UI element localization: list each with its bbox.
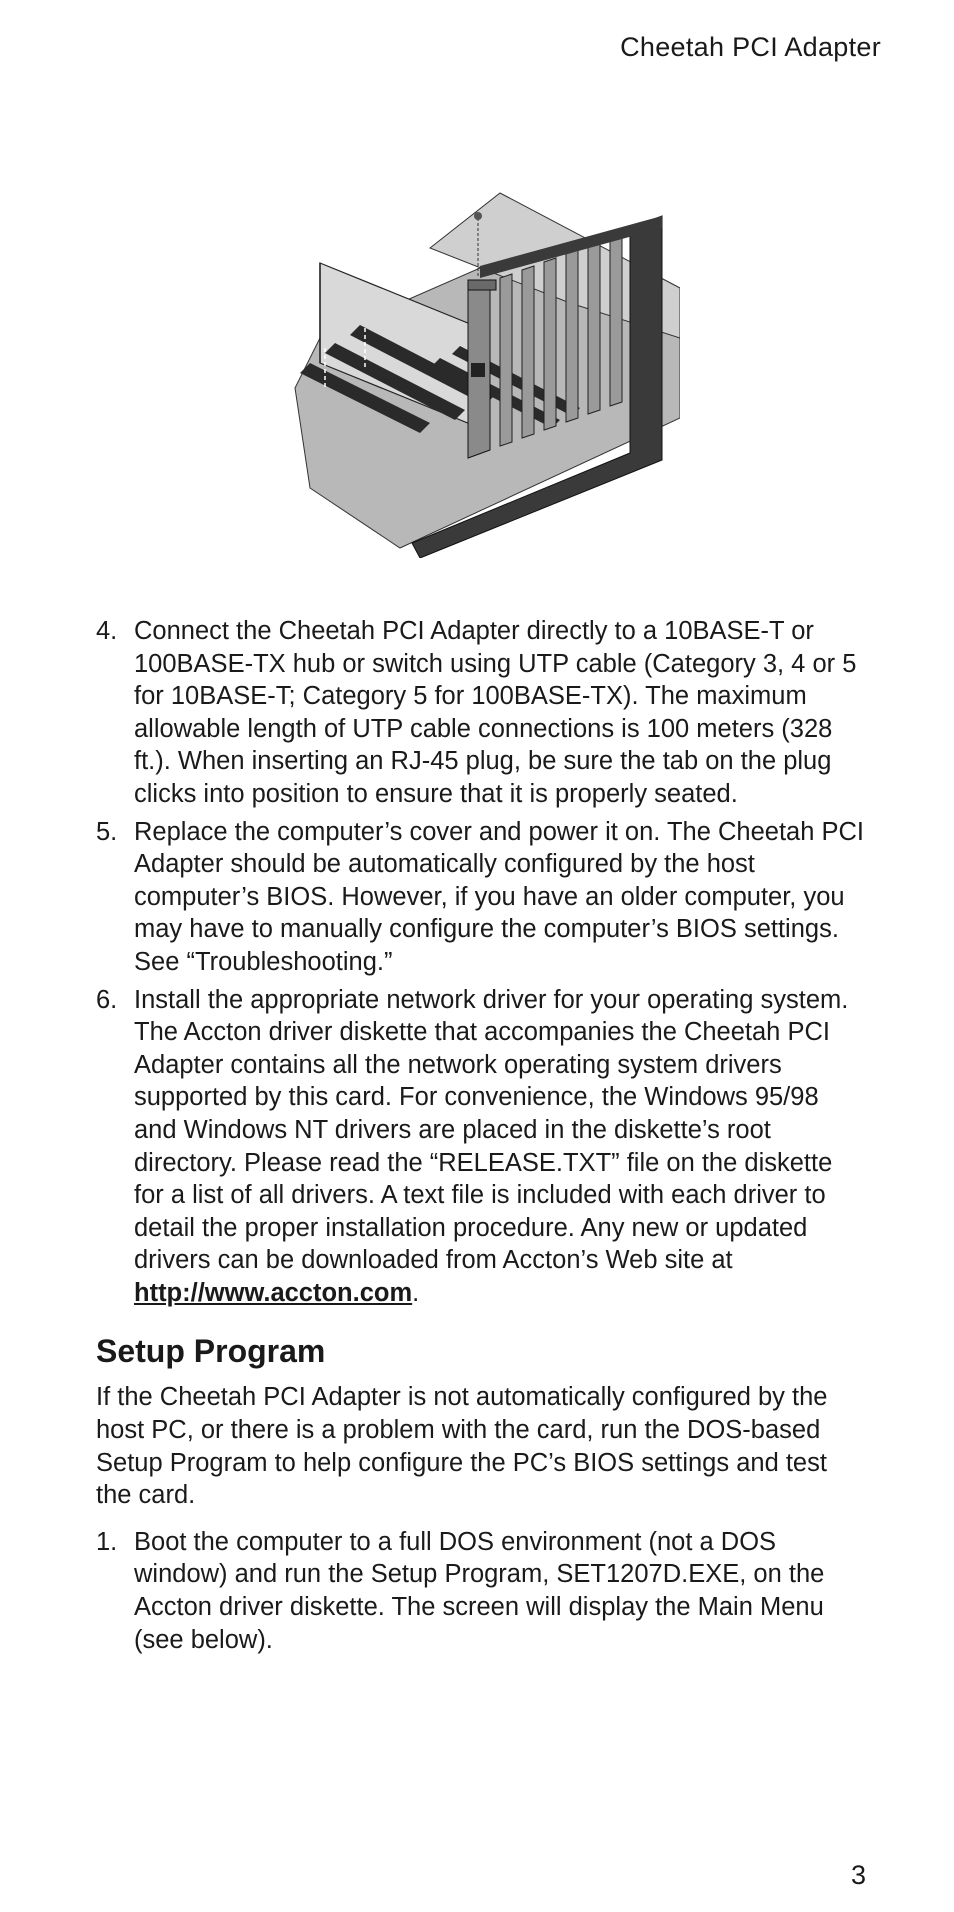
step-text-container xyxy=(134,984,866,1310)
step-text: Replace the computer’s cover and power it on. The Cheetah PCI Adapter should be automatically configured by the host computer’s BIOS. However, if you have an older computer, you may have to manually configure the computer’s BIOS settings. See “Troubleshooting.” xyxy=(134,817,864,976)
step-number: 6. xyxy=(96,985,118,1014)
list-item xyxy=(96,984,866,1310)
step-number: 1. xyxy=(96,1527,118,1556)
section-intro: If the Cheetah PCI Adapter is not automatically configured by the host PC, or there is a problem with the card, run the DOS-based Setup Program to help configure the PC’s BIOS settings and test the card. xyxy=(96,1383,828,1510)
list-item xyxy=(96,1526,866,1656)
pci-card-installation-illustration xyxy=(290,188,680,558)
step-text: Connect the Cheetah PCI Adapter directly to a 10BASE-T or 100BASE-TX hub or switch using UTP cable (Category 3, 4 or 5 for 10BASE-T; Category 5 for 100BASE-TX). The maximum allowable length of UTP cable connections is 100 meters (328 ft.). When inserting an RJ-45 plug, be sure the tab on the plug clicks into position to ensure that it is properly seated. xyxy=(134,617,857,808)
step-text: Boot the computer to a full DOS environment (not a DOS window) and run the Setup Program, SET1207D.EXE, on the Accton driver diskette. The screen will display the Main Menu (see below). xyxy=(134,1527,825,1654)
list-item xyxy=(96,816,866,979)
rj45-port xyxy=(471,363,485,377)
main-content xyxy=(96,615,866,1661)
section-heading: Setup Program xyxy=(96,1333,326,1370)
step-text: Install the appropriate network driver for your operating system. The Accton driver diskette that accompanies the Cheetah PCI Adapter contains all the network operating system drivers supported by this card. For convenience, the Windows 95/98 and Windows NT drivers are placed in the diskette’s root directory. Please read the “RELEASE.TXT” file on the diskette for a list of all drivers. A text file is included with each driver to detail the proper installation procedure. Any new or updated drivers can be downloaded from Accton’s Web site at xyxy=(134,985,849,1275)
setup-steps xyxy=(96,1526,866,1656)
accton-website-link[interactable]: http://www.accton.com xyxy=(134,1278,413,1307)
step-number: 4. xyxy=(96,617,118,645)
page-number: 3 xyxy=(850,1860,866,1890)
running-header: Cheetah PCI Adapter xyxy=(620,32,881,62)
step-text-end: . xyxy=(412,1278,420,1307)
installation-steps xyxy=(96,615,866,1309)
list-item xyxy=(96,615,866,811)
step-number: 5. xyxy=(96,817,118,846)
screw-icon xyxy=(474,212,482,220)
